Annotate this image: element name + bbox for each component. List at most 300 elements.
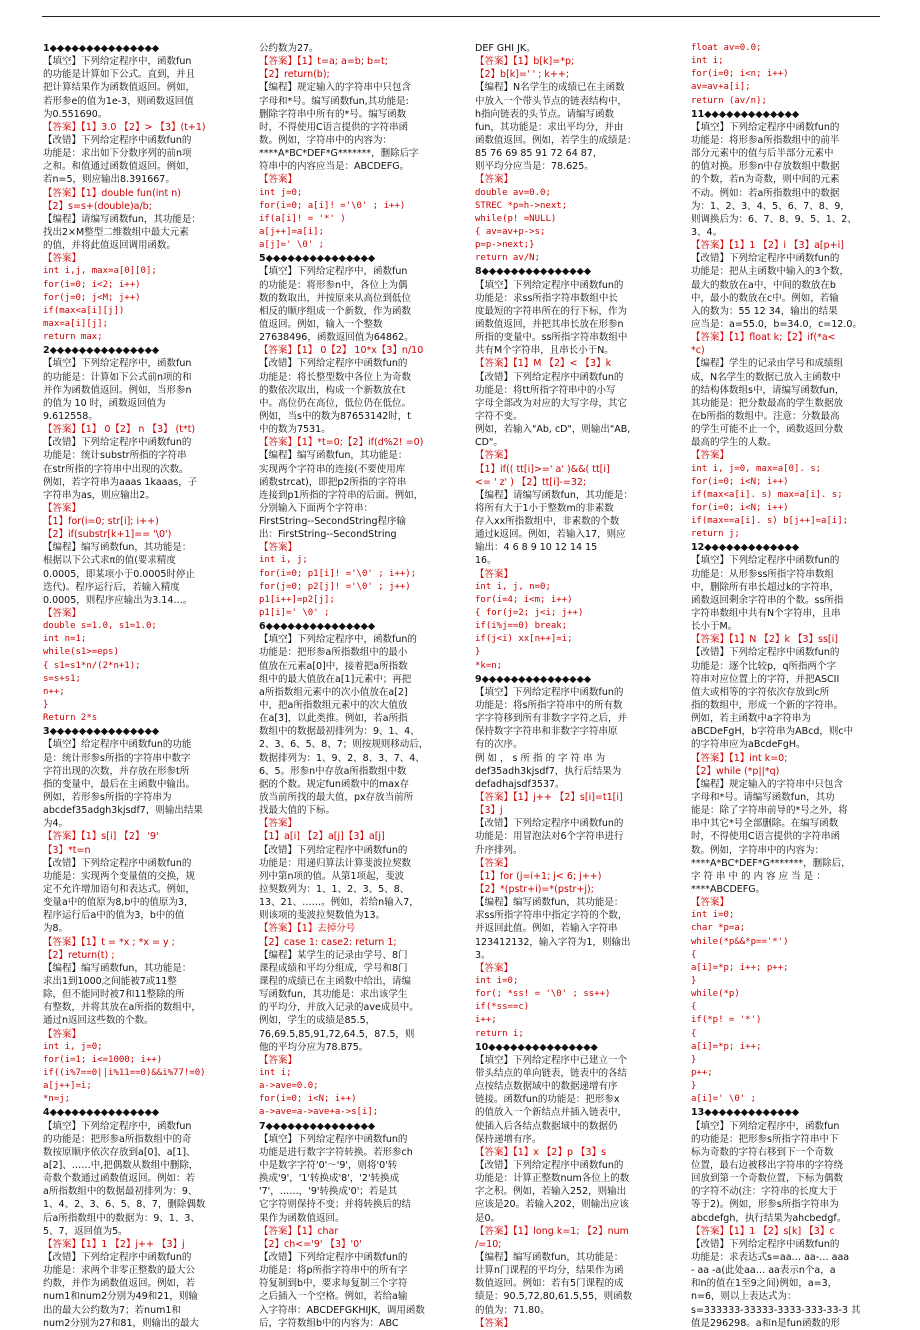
body-text: 将所有大于1小于整数m的非素数 <box>475 502 614 514</box>
code-line: if(*ss==c) <box>475 1002 530 1013</box>
code-line: return av/N; <box>475 253 541 264</box>
answer-text: 【答案】 <box>43 253 82 265</box>
body-text: 带头结点的单向链表，链表中的各结 <box>475 1067 628 1079</box>
body-text: 为0.551690。 <box>43 108 108 120</box>
body-text: 例如，若输入"Ab, cD"，则输出"AB, <box>475 424 631 436</box>
body-text: 放当前所找的最大值，px存放当前所 <box>259 792 414 804</box>
body-text: 应当是：a=55.0，b=34.0，c=12.0。 <box>691 318 862 330</box>
body-text: 入字符串：ABCDEFGKHIJK，调用函数 <box>259 1304 425 1316</box>
code-line: a[j++]=i; <box>43 1081 92 1092</box>
body-text: 1、4、2、3、6、5、8、7，删除偶数 <box>43 1199 206 1211</box>
body-text: ****ABCDEFG。 <box>691 884 766 895</box>
body-text: ****A*BC*DEF*G*******，删除后， <box>691 857 851 869</box>
answer-text: 【2】if(substr[k+1]== '\0') <box>43 529 172 541</box>
body-text: 列中第n项的值。从第1项起，斐波 <box>259 870 405 882</box>
answer-text: 【答案】 <box>43 608 82 620</box>
body-text: 功能是：将p所指字符串中的所有字 <box>259 1265 408 1277</box>
body-text: 数组中的数据最初排列为：9、1、4、 <box>259 726 420 738</box>
body-text: 位置，最右边被移出字符串的字符绕 <box>691 1159 844 1171</box>
code-line: { s1=s1*n/(2*n+1); <box>43 660 141 671</box>
body-text: 能是：除了字符串前导的*号之外，将 <box>691 805 848 817</box>
body-text: 之后插入一个空格。例如，若给a输 <box>259 1291 408 1303</box>
code-line: } <box>475 647 481 658</box>
code-line: return j; <box>691 529 740 540</box>
body-text: 使插入后各结点数据域中的数据仍 <box>475 1120 618 1132</box>
answer-text: 【3】j <box>475 805 503 817</box>
body-text: 并作为函数值返回。例如，当形参n <box>43 384 192 396</box>
code-line: char *p=a; <box>691 923 746 934</box>
body-text: 根据以下公式求π的值(要求精度 <box>43 555 176 567</box>
body-text: 和n的值在1至9之间)例如，a=3， <box>691 1278 838 1290</box>
body-text: 的值为：71.80。 <box>475 1304 550 1316</box>
answer-text: 【答案】【1】t = *x ; *x = y ; <box>43 936 175 948</box>
body-text: 字符串为as，则应输出2。 <box>43 489 155 501</box>
body-text: 为8。 <box>43 923 69 935</box>
code-line: p1[i++]=p2[j]; <box>259 594 335 605</box>
body-text: 若n=5，则应输出8.391667。 <box>43 174 175 186</box>
answer-text: 【答案】【1】j++ 【2】s[i]=t1[i] <box>475 792 623 804</box>
body-text: 例如，学生的成绩是85.5， <box>259 1015 376 1027</box>
body-text: 【编程】N名学生的成绩已在主函数 <box>475 82 625 94</box>
answer-text: 【答案】【1】b[k]=*p; <box>475 56 575 68</box>
body-text: 【编程】学生的记录由学号和成绩组 <box>691 358 844 370</box>
body-text: 换成'9'，'1'转换成'8'，'2'转换成 <box>259 1173 400 1185</box>
body-text: 功能是进行数字字符转换。若形参ch <box>259 1146 413 1158</box>
body-text: 的结构体数组s中，请编写函数fun， <box>691 384 845 396</box>
code-line: p=p->next;} <box>475 240 535 251</box>
body-text: 【填空】下列给定程序中已建立一个 <box>475 1054 628 1066</box>
body-text: 功能是：用冒泡法对6个字符串进行 <box>475 831 624 843</box>
body-text: 后a所指数组中的数据为：9、1、3、 <box>43 1212 200 1224</box>
body-text: 中。高位仍在高位，低位仍在低位。 <box>259 397 412 409</box>
body-text: 找出2×M整型二维数组中最大元素 <box>43 226 189 238</box>
body-text: 把计算结果作为函数值返回。例如， <box>43 82 196 94</box>
body-text: 【填空】下列给定程序中，函数fun <box>43 1120 192 1132</box>
code-line: for(i=0; i<2; i++) <box>43 279 141 290</box>
body-text: 保持数字字符串和非数字字符串原 <box>475 726 618 738</box>
body-text: 的值为 10 时，函数返回值为 <box>43 397 166 409</box>
body-text: 【编程】编写函数fun，其功能是： <box>43 962 192 974</box>
code-line: i++; <box>475 1015 497 1026</box>
body-text: 符串对应位置上的字符，并把ASCII <box>691 673 840 685</box>
column-2 <box>259 42 473 1329</box>
body-text: 【填空】下列给定程序中，函数fun <box>691 1120 840 1132</box>
body-text: 的学生可能不止一个，函数返回分数 <box>691 424 844 436</box>
answer-text: 【2】s=s+(double)a/b; <box>43 200 152 212</box>
answer-text: 【答案】【1】char <box>259 1225 339 1237</box>
body-text: 字母和*号。编写函数fun,其功能是: <box>259 95 409 107</box>
body-text: 函数值返回，并把其串长放在形参n <box>475 318 624 330</box>
body-text: 功能是：实现两个变量值的交换，规 <box>43 870 196 882</box>
code-line: while(*p&&*p=='*') <box>691 936 789 947</box>
answer-text: 【2】case 1: case2: return 1; <box>259 936 397 948</box>
body-text: 【编程】编写函数fun，其功能是： <box>43 542 192 554</box>
code-line: for(j=0; p2[j]! ='\0' ; j++) <box>259 581 411 592</box>
section-heading: 2◆◆◆◆◆◆◆◆◆◆◆◆◆◆◆ <box>43 345 160 357</box>
body-text: 【填空】下列给定程序中，函数fun <box>43 358 192 370</box>
body-text: 字字符移到所有非数字字符之后，并 <box>475 713 628 725</box>
body-text: 的数依次取出，构成一个新数放在t <box>259 384 406 396</box>
code-line: return i; <box>475 1028 524 1039</box>
code-line: for(i=0; i<N; i++) <box>691 502 789 513</box>
answer-text: 【1】for(i=0; str[i]; i++) <box>43 516 159 528</box>
answer-text: 【2】*(pstr+i)=*(pstr+j); <box>475 884 594 895</box>
body-text: n=6，则以上表达式为： <box>691 1291 797 1303</box>
body-text: 中，把a所指数组元素中的次大值放 <box>259 700 408 712</box>
body-text: 字母和*号。请编写函数fun，其功 <box>691 792 835 804</box>
code-line: { <box>691 1002 697 1013</box>
body-text: 等于2)。例如，形参s所指字符串为 <box>691 1199 839 1211</box>
body-text: 13、21、……。例如，若给n输入7， <box>259 897 419 909</box>
code-line: { for(j=2; j<i; j++) <box>475 608 584 619</box>
answer-text: 【答案】【1】float k;【2】if(*a< <box>691 332 836 344</box>
answer-text: 【答案】 <box>259 1054 298 1066</box>
body-text: 数据排列为：1、9、2、8、3、7、4、 <box>259 752 425 764</box>
code-line: if(j<i) xx[n++]=i; <box>475 634 573 645</box>
answer-text: 【答案】 <box>475 174 514 186</box>
code-line: max=a[i][j]; <box>43 318 109 329</box>
body-text: abcdefgh，执行结果为ahcbedgf。 <box>691 1212 847 1224</box>
answer-text: 【答案】 <box>259 818 298 830</box>
body-text: 求ss所指字符串中指定字符的个数， <box>475 910 628 922</box>
code-line: if((i%7==0||i%11==0)&&i%77!=0) <box>43 1067 206 1078</box>
body-text: 之和。和值通过函数值返回。例如， <box>43 161 196 173</box>
answer-text: 【2】return(t) ; <box>43 949 115 961</box>
answer-text: 【答案】【1】1 【2】j++ 【3】j <box>43 1238 185 1250</box>
section-heading: 7◆◆◆◆◆◆◆◆◆◆◆◆◆◆◆ <box>259 1120 376 1132</box>
body-text: 的功能是计算如下公式。直到，并且 <box>43 69 196 81</box>
code-line: while(s1>=eps) <box>43 647 119 658</box>
code-line: int i, j; <box>259 555 308 566</box>
body-text: 并返回此值。例如，若输入字符串 <box>475 923 618 935</box>
body-text: 标为奇数的字符右移到下一个奇数 <box>691 1146 834 1158</box>
code-line: int i, j=0; <box>43 1041 103 1052</box>
body-text: 在str所指的字符串中出现的次数。 <box>43 463 189 475</box>
body-text: 数。例如，字符串中的内容为： <box>259 134 393 146</box>
body-text: a[2]、……中,把偶数从数组中删除， <box>43 1159 199 1171</box>
code-line: { <box>691 1028 697 1039</box>
body-text: 所指的变量中。ss所指字符串数组中 <box>475 332 628 344</box>
body-text: 成，N名学生的数据已放入主函数中 <box>691 371 841 383</box>
body-text: 功能是：把形参a所指数组中的最小 <box>259 647 408 659</box>
body-text: 数的数取出，并按原来从高位到低位 <box>259 292 412 304</box>
body-text: 出：FirstString--SecondString <box>259 529 397 541</box>
code-line: for(; *ss! = '\0' ; ss++) <box>475 989 611 1000</box>
code-line: if(*p! = '*') <box>691 1015 762 1026</box>
body-text: 的字符不动(注：字符串的长度大于 <box>691 1186 838 1198</box>
body-text: 奇数个数通过函数值返回。例如：若 <box>43 1173 196 1185</box>
body-text: 部分元素中的值与后半部分元素中 <box>691 148 834 160</box>
code-line: int i; <box>259 1067 292 1078</box>
body-text: 他的平均分应为78.875。 <box>259 1041 369 1053</box>
answer-text: 【1】if(( tt[i]>=' a' )&&( tt[i] <box>475 463 610 475</box>
body-text: 指的变量中，最后在主函数中输出。 <box>43 778 196 790</box>
code-line: } <box>691 1081 697 1092</box>
body-text: 出的最大公约数为7；若num1和 <box>43 1304 181 1316</box>
body-text: 有的次序。 <box>475 739 523 751</box>
code-line: n++; <box>43 686 65 697</box>
body-text: 中，最小的数放在c中。例如，若输 <box>691 292 839 304</box>
answer-text: 【答案】【1】去掉分号 <box>259 923 356 935</box>
code-line: int i; <box>691 56 724 67</box>
answer-text: 【1】a[i] 【2】a[j]【3】a[j] <box>259 831 385 843</box>
answer-text: 【答案】【1】M 【2】< 【3】k <box>475 358 612 370</box>
code-line: double av=0.0; <box>475 187 551 198</box>
body-text: 值大或相等的字符依次存放到c所 <box>691 686 830 698</box>
body-text: 是：统计形参s所指的字符串中数字 <box>43 752 191 764</box>
section-heading: 1◆◆◆◆◆◆◆◆◆◆◆◆◆◆◆ <box>43 43 160 54</box>
answer-text: 【2】return(b); <box>259 69 330 81</box>
code-line: *n=j; <box>43 1094 71 1105</box>
body-text: 不动。例如：若a所指数组中的数据 <box>691 187 840 199</box>
body-text: 【改错】下列给定程序中函数fun的 <box>691 647 840 659</box>
body-text: 升序排列。 <box>475 844 523 856</box>
body-text: 的个数，若n为奇数，则中间的元素 <box>691 174 840 186</box>
body-text: 指的数组中，形成一个新的字符串。 <box>691 700 844 712</box>
body-text: 是0。 <box>475 1212 501 1224</box>
code-line: while(*p) <box>691 989 740 1000</box>
code-line: return (av/n); <box>691 95 767 106</box>
body-text: 入的数为：55 12 34，输出的结果 <box>691 305 838 317</box>
answer-text: 【答案】 <box>259 542 298 554</box>
body-text: 的值对换。形参n中存放数组中数据 <box>691 161 840 173</box>
answer-text: 【答案】 <box>259 174 298 186</box>
section-heading: 4◆◆◆◆◆◆◆◆◆◆◆◆◆◆◆ <box>43 1107 160 1119</box>
body-text: 【改错】下列给定程序中函数fun的 <box>691 253 840 265</box>
code-line: double s=1.0, s1=1.0; <box>43 621 157 632</box>
body-text: 符串中的内容应当是：ABCDEFG。 <box>259 161 410 173</box>
body-text: 数。例如，字符串中的内容为： <box>691 844 825 856</box>
body-text: 例 如 ， s 所 指 的 字 符 串 为 <box>475 752 606 764</box>
body-text: 的功能是：计算如下公式前n项的和 <box>43 371 192 383</box>
code-line: a[j++]=a[i]; <box>259 226 325 237</box>
column-1 <box>43 42 257 1329</box>
body-text: 功能是：求表达式s=aa… aa-… aaa <box>691 1251 850 1263</box>
body-text: 85 76 69 85 91 72 64 87， <box>475 148 603 160</box>
body-text: 定不允许增加语句和表达式。例如， <box>43 884 196 895</box>
answer-text: 【答案】 <box>475 962 514 974</box>
body-text: 【填空】下列给定程序中，函数fun <box>259 266 408 278</box>
body-text: a所指数组元素中的次小值放在a[2] <box>259 686 408 698</box>
body-text: 时，不得使用C语言提供的字符串函 <box>691 831 841 843</box>
answer-text: 【答案】【1】*t=0;【2】if(d%2! =0) <box>259 437 424 449</box>
answer-text: 【答案】【1】double fun(int n) <box>43 187 181 199</box>
answer-text: 【答案】【1】 0【2】 n 【3】 (t*t) <box>43 424 196 436</box>
answer-text: 【答案】【1】long k=1; 【2】num <box>475 1225 629 1237</box>
body-text: 【改错】下列给定程序中函数fun的 <box>475 1159 624 1171</box>
body-text: 【改错】下列给定程序中函数fun的 <box>691 1238 840 1250</box>
code-line: a->ave=0.0; <box>259 1081 319 1092</box>
column-4 <box>691 42 881 1329</box>
body-text: 它字符则保持不变；并将转换后的结 <box>259 1199 412 1211</box>
section-heading: 9◆◆◆◆◆◆◆◆◆◆◆◆◆◆◆ <box>475 673 592 685</box>
body-text: 程序运行后a中的值为3，b中的值 <box>43 910 185 922</box>
code-line: int n=1; <box>43 634 87 645</box>
body-text: 在b所指的数组中。注意：分数最高 <box>691 410 840 422</box>
answer-text: /=10; <box>475 1238 502 1250</box>
answer-text: 【2】b[k]=' ' ; k++; <box>475 69 570 81</box>
body-text: 2、3、6、5、8、7；则按规则移动后， <box>259 739 429 751</box>
body-text: 连接到p1所指的字符串的后面。例如， <box>259 489 424 501</box>
body-text: 3。 <box>475 949 491 961</box>
body-text: 【改错】下列给定程序中函数fun的 <box>43 437 192 449</box>
answer-text: 【答案】【1】3.0 【2】> 【3】(t+1) <box>43 121 206 133</box>
body-text: 若形参e的值为1e-3，则函数返回值 <box>43 95 194 107</box>
body-text: num1和num2分别为49和21，则输 <box>43 1291 198 1303</box>
answer-text: 【3】*t=n <box>43 844 91 856</box>
code-line: a[i]=' \0' ; <box>691 1094 757 1105</box>
answer-text: 【答案】【1】1 【2】i 【3】a[p+i] <box>691 240 844 252</box>
body-text: fun，其功能是：求出平均分，并由 <box>475 121 624 133</box>
header-rule <box>42 16 880 17</box>
body-text: 计算n门课程的平均分，结果作为函 <box>475 1265 624 1277</box>
answer-text: 【2】while (*p||*q) <box>691 765 780 777</box>
body-text: 有整数，并将其放在a所指的数组中， <box>43 1002 201 1014</box>
body-text: 回放到第一个奇数位置，下标为偶数 <box>691 1173 844 1185</box>
code-line: int i=0; <box>691 910 735 921</box>
body-text: 则平均分应当是：78.625。 <box>475 161 594 173</box>
body-text: 值返回。例如，输入一个整数 <box>259 318 383 330</box>
body-text: 9.612558。 <box>43 410 98 422</box>
code-line: for(i=0; i<n; i++) <box>691 69 789 80</box>
body-text: 16。 <box>475 555 497 567</box>
body-text: 长小于M。 <box>691 621 738 633</box>
body-text: 组中的最大值放在a[1]元素中；再把 <box>259 673 412 685</box>
body-text: 中放入一个带头节点的链表结构中， <box>475 95 628 107</box>
answer-text: 【答案】【1】x 【2】p 【3】s <box>475 1146 607 1158</box>
section-heading: 13◆◆◆◆◆◆◆◆◆◆◆◆◆ <box>691 1107 800 1119</box>
body-text: 的功能是：把形参s所指字符串中下 <box>691 1133 839 1145</box>
body-text: 【编程】编写函数fun，其功能是： <box>475 1251 624 1263</box>
answer-text: 【答案】【1】t=a; a=b; b=t; <box>259 56 388 68</box>
body-text: 的字符串应为aBcdeFgH。 <box>691 739 806 751</box>
body-text: 果作为函数值返回。 <box>259 1212 345 1224</box>
body-text: 函数返回剩余字符串的个数。ss所指 <box>691 594 844 606</box>
body-text: 拉契数列为：1、1、2、3、5、8、 <box>259 884 410 895</box>
body-text: 字符不变。 <box>475 410 523 422</box>
body-text: a所指数组中的数据最初排列为：9、 <box>43 1186 198 1198</box>
code-line: int i=0; <box>475 975 519 986</box>
code-line: for(i=0; i<N; i++) <box>691 476 789 487</box>
body-text: 中是数字字符'0'～'9'，则将'0'转 <box>259 1159 398 1171</box>
body-text: 的值放入一个新结点并插入链表中， <box>475 1107 628 1119</box>
body-text: abcdef35adgh3kjsdf7，则输出结果 <box>43 805 203 817</box>
body-text: 字 符 串 中 的 内 容 应 当 是 ： <box>691 870 826 882</box>
body-text: 功能是：逐个比较p，q所指两个字 <box>691 660 837 672</box>
body-text: 【改错】下列给定程序中函数fun的 <box>259 844 408 856</box>
body-text: 【填空】下列给定程序中，函数fun的 <box>259 634 417 646</box>
body-text: 输出：4 6 8 9 10 12 14 15 <box>475 542 598 554</box>
body-text: 其功能是：把分数最高的学生数据放 <box>691 397 844 409</box>
body-text: 【填空】下列给定程序中函数fun的 <box>475 686 624 698</box>
body-text: 【编程】某学生的记录由学号、8门 <box>259 949 408 961</box>
body-text: 绩是：90.5,72,80,61.5,55，则函数 <box>475 1291 633 1303</box>
body-text: FirstString--SecondString程序输 <box>259 516 407 528</box>
body-text: 【改错】下列给定程序中函数fun的 <box>43 1251 192 1263</box>
answer-text: 【答案】 <box>43 502 82 514</box>
body-text: 保持递增有序。 <box>475 1133 542 1145</box>
body-text: 的值，并将此值返回调用函数。 <box>43 240 177 252</box>
body-text: 实现两个字符串的连接(不要使用库 <box>259 463 406 475</box>
code-line: { av=av+p->s; <box>475 226 546 237</box>
body-text: 应该是20。若输入202，则输出应该 <box>475 1199 629 1211</box>
code-line: a[i]=*p; i++; p++; <box>691 962 789 973</box>
body-text: 0.0005，即某项小于0.0005时停止 <box>43 568 195 580</box>
column-3 <box>475 42 689 1329</box>
body-text: 27638496，函数返回值为64862。 <box>259 332 414 344</box>
code-line: return max; <box>43 332 103 343</box>
code-line: } <box>43 700 49 711</box>
code-line: a[i]=*p; i++; <box>691 1041 762 1052</box>
code-line: for(i=0; a[i]! ='\0' ; i++) <box>259 200 406 211</box>
code-line: Return 2*s <box>43 713 98 724</box>
body-text: 字符串数组中共有N个字符串，且串 <box>691 608 841 620</box>
body-text: 【改错】下列给定程序中函数fun的 <box>43 857 192 869</box>
body-text: 【填空】下列给定程序中函数fun的 <box>691 555 840 567</box>
body-text: 功能是：用递归算法计算斐波拉契数 <box>259 857 412 869</box>
section-heading: 6◆◆◆◆◆◆◆◆◆◆◆◆◆◆◆ <box>259 621 376 633</box>
body-text: 例如，若形参s所指的字符串为 <box>43 792 172 804</box>
body-text: 为：1、2、3、4、5、6、7、8、9， <box>691 200 850 212</box>
body-text: 【编程】请编写函数fun，其功能是： <box>43 213 201 225</box>
answer-text: 【答案】【1】int k=0; <box>691 752 788 764</box>
body-text: 课程的成绩已在主函数中给出，请编 <box>259 975 412 987</box>
body-text: 例如，当s中的数为87653142时，t <box>259 410 412 422</box>
body-text: 0.0005，则程序应输出为3.14…。 <box>43 594 193 606</box>
body-text: 76,69.5,85,91,72,64.5，87.5，则 <box>259 1028 415 1040</box>
code-line: if(max==a[i]. s) b[j++]=a[i]; <box>691 516 849 527</box>
body-text: 功能是：将s所指字符串中的所有数 <box>475 700 623 712</box>
section-heading: 3◆◆◆◆◆◆◆◆◆◆◆◆◆◆◆ <box>43 726 160 738</box>
body-text: 功能是：将tt所指字符串中的小写 <box>475 384 616 396</box>
body-text: 功能是：把从主函数中输入的3个数， <box>691 266 850 278</box>
body-text: 功能是：统计substr所指的字符串 <box>43 450 187 462</box>
body-text: 中，删除所有串长超过k的字符串， <box>691 581 840 593</box>
body-text: 功能是：计算正整数num各位上的数 <box>475 1173 630 1185</box>
body-text: '7'，……，'9'转换成'0'；若是其 <box>259 1186 398 1198</box>
code-line: } <box>691 975 697 986</box>
answer-text: 【答案】【1】N 【2】k 【3】ss[i] <box>691 634 838 646</box>
body-text: 删除字符串中所有的*号。编写函数 <box>259 108 407 120</box>
code-line: float av=0.0; <box>691 43 762 53</box>
section-heading: 11◆◆◆◆◆◆◆◆◆◆◆◆◆ <box>691 108 800 120</box>
answer-text: 【答案】 <box>691 897 730 909</box>
answer-text: 【答案】 <box>691 450 730 462</box>
answer-text: 【答案】 <box>475 568 514 580</box>
code-line: for(j=0; j<M; j++) <box>43 292 141 303</box>
answer-text: 【答案】 <box>475 1317 514 1329</box>
body-text: 则调换后为：6、7、8、9、5、1、2、 <box>691 213 857 225</box>
code-line: a[j]=' \0' ; <box>259 240 325 251</box>
body-text: 找最大值的下标。 <box>259 805 336 817</box>
body-text: 函数strcat)，即把p2所指的字符串 <box>259 476 407 488</box>
code-line: av=av+a[i]; <box>691 82 751 93</box>
body-text: 串中其它*号全部删除。在编写函数 <box>691 818 839 830</box>
body-text: 相反的顺序组成一个新数，作为函数 <box>259 305 412 317</box>
body-text: 除，但不能同时被7和11整除的所 <box>43 989 185 1001</box>
body-text: 【编程】编写函数fun，其功能是： <box>259 450 408 462</box>
body-text: 为4。 <box>43 818 69 830</box>
body-text: 数按原顺序依次存放到a[0]、a[1]、 <box>43 1146 196 1158</box>
body-text: 通过k返回。例如，若输入17，则应 <box>475 529 626 541</box>
answer-text: <= ' z' ) 【2】tt[i]-=32; <box>475 476 587 488</box>
answer-text: 【答案】【1】 0【2】 10*x【3】n/10 <box>259 345 424 357</box>
code-line: int i, j=0, max=a[0]. s; <box>691 463 822 474</box>
body-text: 功能是：求两个非零正整数的最大公 <box>43 1265 196 1277</box>
body-text: 【改错】下列给定程序中函数fun的 <box>475 818 624 830</box>
body-text: 功能是：从形参ss所指字符串数组 <box>691 568 834 580</box>
body-text: 功能是：将长整型数中各位上为奇数 <box>259 371 412 383</box>
